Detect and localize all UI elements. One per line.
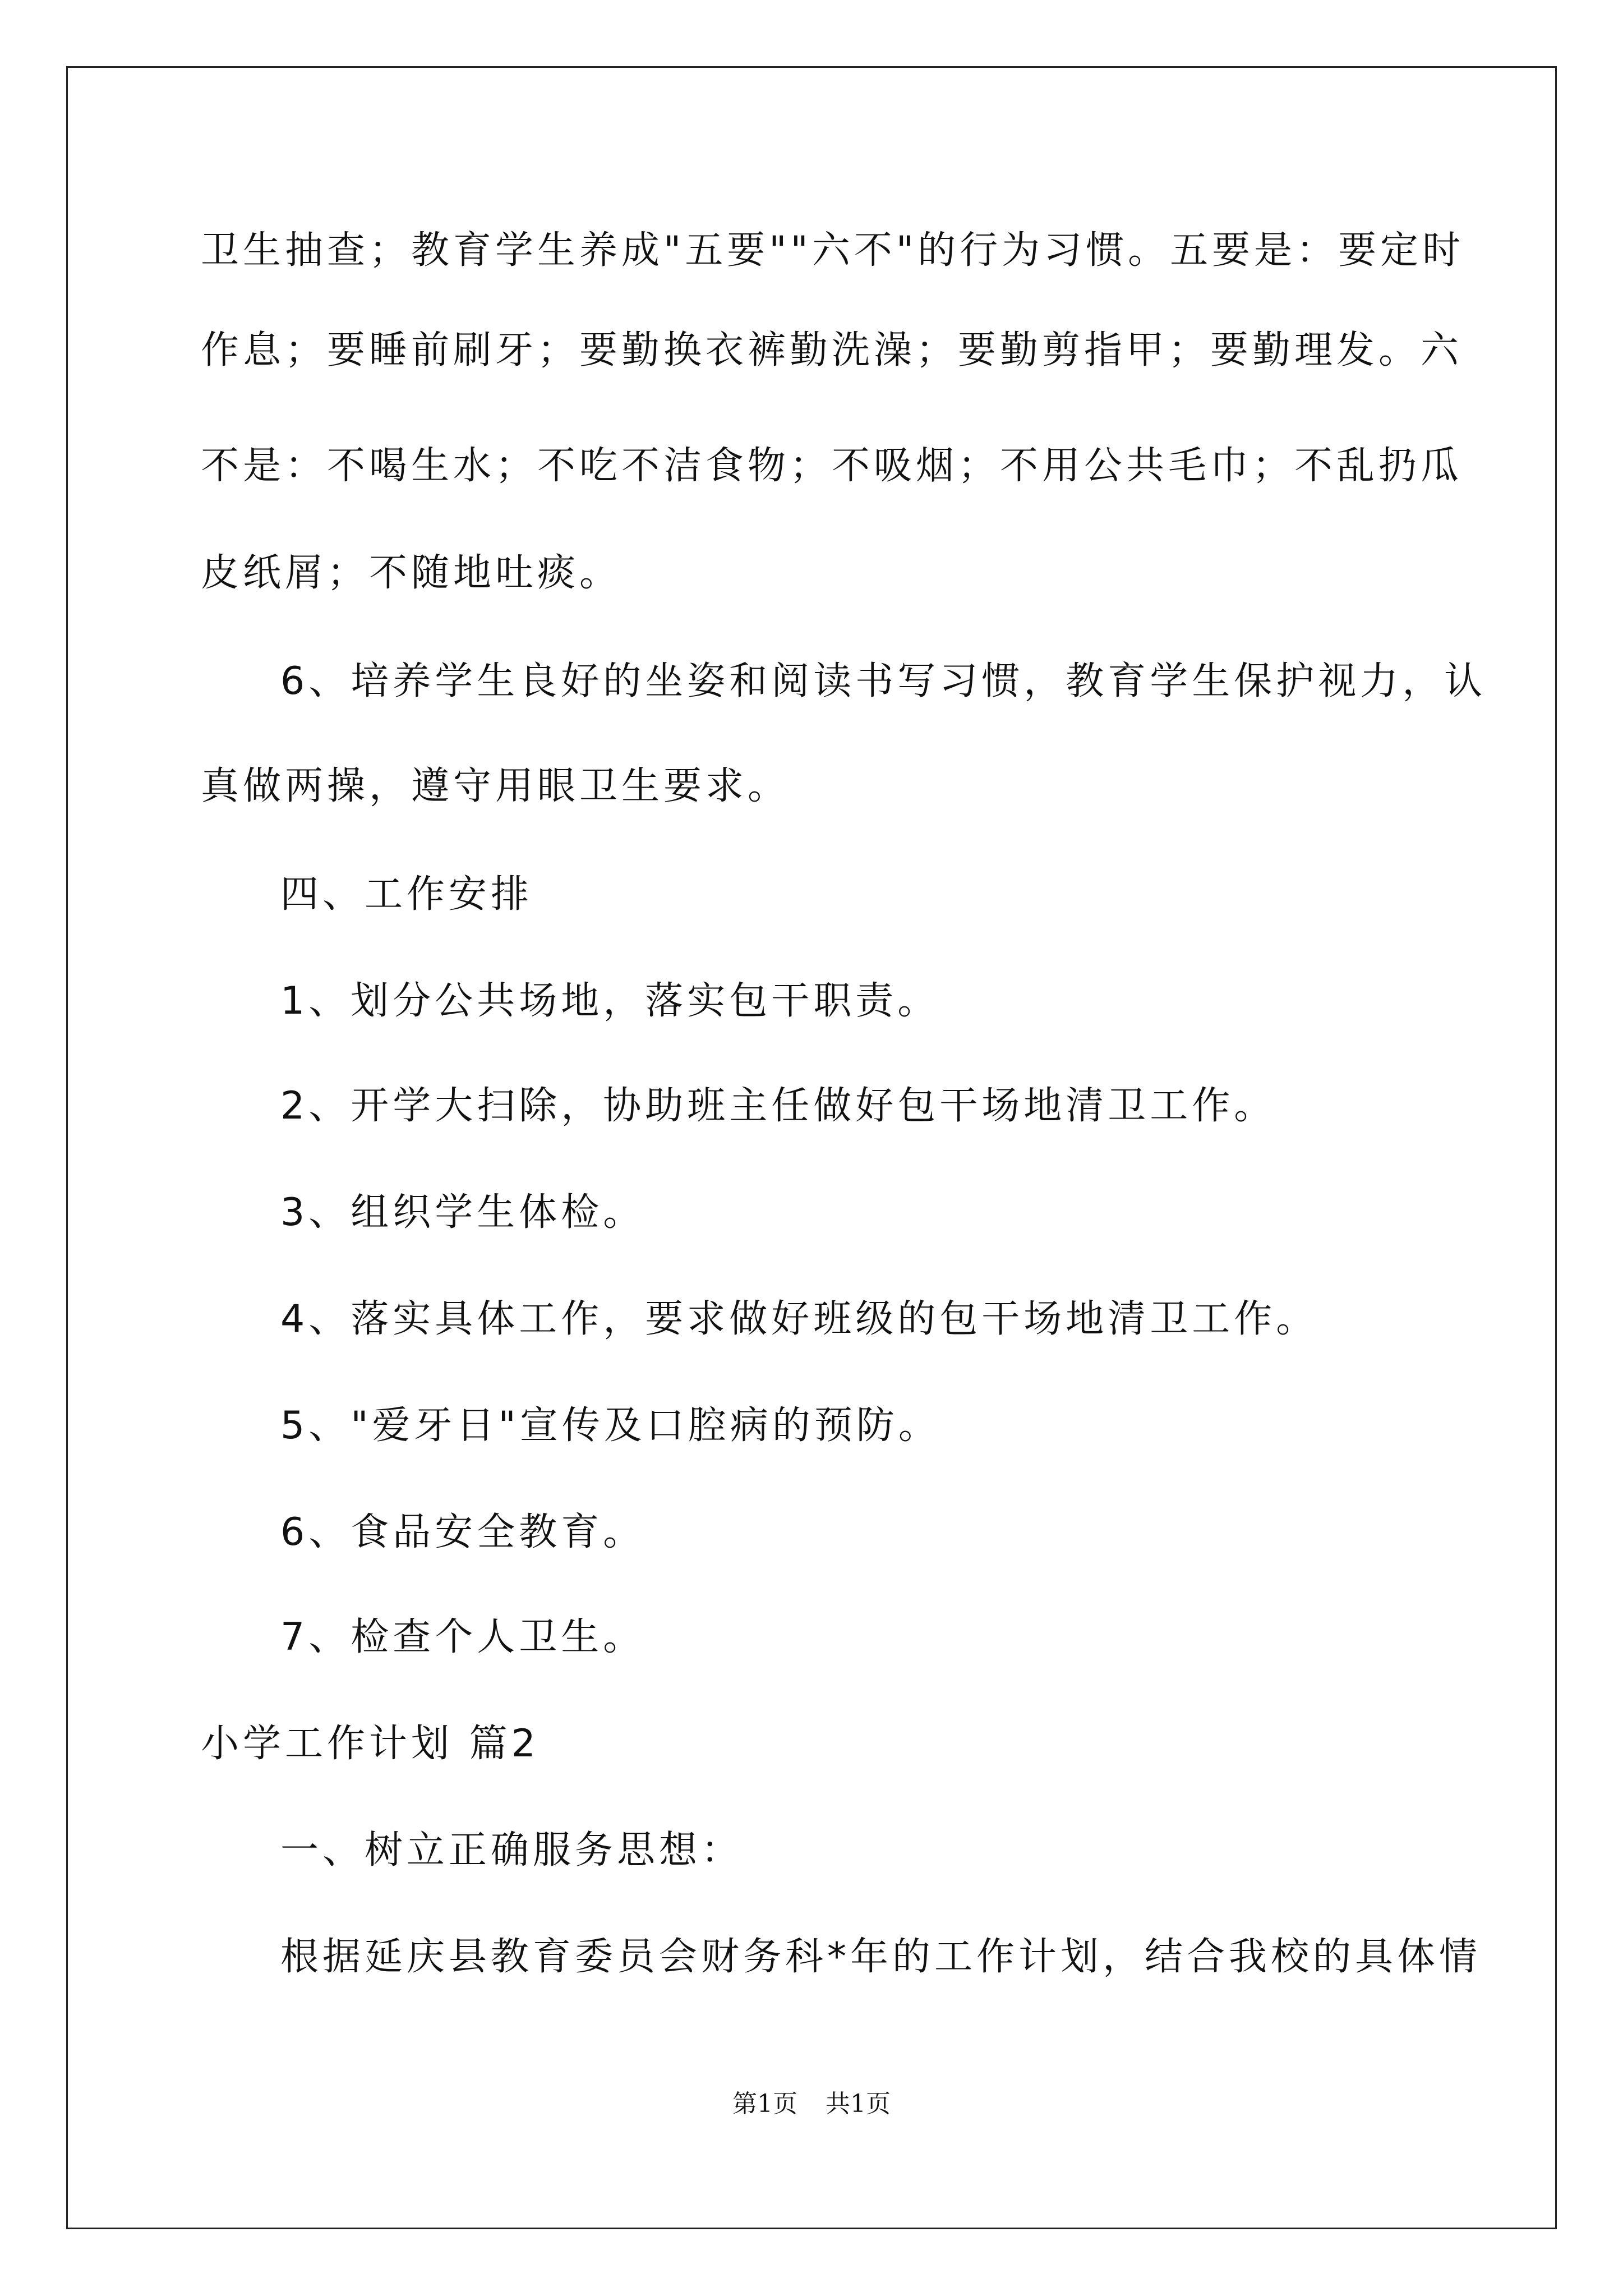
section-heading: 一、树立正确服务思想： xyxy=(280,1828,744,1872)
paragraph-line: 卫生抽查；教育学生养成"五要""六不"的行为习惯。五要是：要定时 xyxy=(201,228,1465,273)
list-item: 3、组织学生体检。 xyxy=(280,1190,645,1235)
paragraph-line: 根据延庆县教育委员会财务科*年的工作计划，结合我校的具体情 xyxy=(280,1935,1482,1979)
list-item: 7、检查个人卫生。 xyxy=(280,1615,645,1659)
list-item: 4、落实具体工作，要求做好班级的包干场地清卫工作。 xyxy=(280,1297,1318,1341)
paragraph-line: 作息；要睡前刷牙；要勤换衣裤勤洗澡；要勤剪指甲；要勤理发。六 xyxy=(201,328,1463,372)
document-title: 小学工作计划 篇2 xyxy=(201,1722,540,1766)
list-item: 6、食品安全教育。 xyxy=(280,1510,645,1554)
paragraph-line: 不是：不喝生水；不吃不洁食物；不吸烟；不用公共毛巾；不乱扔瓜 xyxy=(201,444,1463,488)
page-footer xyxy=(0,2087,1623,2121)
page-total: 共1页 xyxy=(826,2090,891,2118)
section-heading: 四、工作安排 xyxy=(280,872,533,917)
paragraph-line: 6、培养学生良好的坐姿和阅读书写习惯，教育学生保护视力，认 xyxy=(280,659,1487,703)
paragraph-line: 皮纸屑；不随地吐痰。 xyxy=(201,551,622,595)
page-border xyxy=(66,66,1557,2229)
list-item: 1、划分公共场地，落实包干职责。 xyxy=(280,979,940,1023)
list-item: 2、开学大扫除，协助班主任做好包干场地清卫工作。 xyxy=(280,1084,1276,1128)
list-item: 5、"爱牙日"宣传及口腔病的预防。 xyxy=(280,1404,940,1448)
paragraph-line: 真做两操，遵守用眼卫生要求。 xyxy=(201,764,790,808)
page-number: 第1页 xyxy=(732,2090,797,2118)
